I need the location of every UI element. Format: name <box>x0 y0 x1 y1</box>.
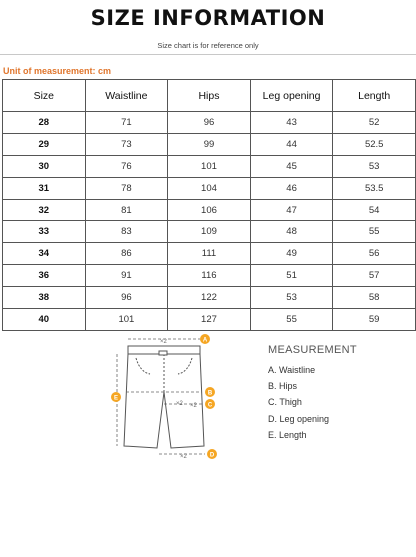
header-length: Length <box>333 80 416 112</box>
measurement-legend <box>268 364 329 445</box>
cell-size: 31 <box>3 177 86 199</box>
unit-label: Unit of measurement: cm <box>3 66 112 76</box>
shorts-diagram <box>104 330 234 465</box>
cell-waistline: 71 <box>85 112 168 134</box>
cell-length: 57 <box>333 265 416 287</box>
cell-leg-opening: 46 <box>250 177 333 199</box>
legend-item-leg-opening: D. Leg opening <box>268 413 330 424</box>
table-header-row <box>3 80 416 112</box>
cell-waistline: 86 <box>85 243 168 265</box>
cell-length: 59 <box>333 309 416 331</box>
leg-opening-multiplier: ×2 <box>180 454 187 460</box>
cell-waistline: 96 <box>85 287 168 309</box>
cell-size: 40 <box>3 309 86 331</box>
cell-waistline: 81 <box>85 199 168 221</box>
legend-item-waistline: A. Waistline <box>268 365 316 375</box>
cell-length: 53 <box>333 155 416 177</box>
marker-a-label: A <box>202 337 208 344</box>
hip-multiplier: ×2 <box>176 401 183 407</box>
table-row <box>3 287 416 309</box>
measure-lines <box>117 339 205 454</box>
table-row <box>3 221 416 243</box>
cell-leg-opening: 49 <box>250 243 333 265</box>
cell-leg-opening: 43 <box>250 112 333 134</box>
cell-waistline: 101 <box>85 309 168 331</box>
table-row <box>3 243 416 265</box>
cell-hips: 122 <box>168 287 251 309</box>
cell-hips: 109 <box>168 221 251 243</box>
cell-size: 30 <box>3 155 86 177</box>
cell-waistline: 83 <box>85 221 168 243</box>
marker-e-label: E <box>113 395 119 402</box>
shorts-body <box>124 354 204 448</box>
cell-hips: 104 <box>168 177 251 199</box>
cell-hips: 99 <box>168 133 251 155</box>
cell-size: 34 <box>3 243 86 265</box>
table-row <box>3 133 416 155</box>
legend-item-length: E. Length <box>268 429 307 440</box>
header-divider <box>0 54 416 55</box>
shorts-outline <box>124 346 204 448</box>
cell-leg-opening: 47 <box>250 199 333 221</box>
cell-length: 58 <box>333 287 416 309</box>
waist-multiplier: ×2 <box>160 339 167 345</box>
cell-length: 53.5 <box>333 177 416 199</box>
cell-size: 33 <box>3 221 86 243</box>
cell-leg-opening: 53 <box>250 287 333 309</box>
size-table <box>2 79 416 331</box>
page-subtitle: Size chart is for reference only <box>157 41 259 50</box>
cell-length: 52.5 <box>333 133 416 155</box>
table-row <box>3 112 416 134</box>
cell-hips: 127 <box>168 309 251 331</box>
cell-hips: 101 <box>168 155 251 177</box>
cell-length: 54 <box>333 199 416 221</box>
cell-length: 55 <box>333 221 416 243</box>
cell-size: 36 <box>3 265 86 287</box>
multiplier-labels <box>160 339 198 460</box>
cell-waistline: 76 <box>85 155 168 177</box>
cell-leg-opening: 44 <box>250 133 333 155</box>
cell-leg-opening: 55 <box>250 309 333 331</box>
thigh-multiplier: ×2 <box>190 403 197 409</box>
header-leg-opening: Leg opening <box>250 80 333 112</box>
cell-hips: 106 <box>168 199 251 221</box>
legend-item-thigh: C. Thigh <box>268 397 302 408</box>
table-row <box>3 155 416 177</box>
table-row <box>3 265 416 287</box>
cell-waistline: 73 <box>85 133 168 155</box>
cell-size: 32 <box>3 199 86 221</box>
table-row <box>3 199 416 221</box>
cell-length: 52 <box>333 112 416 134</box>
header-waistline: Waistline <box>85 80 168 112</box>
cell-size: 28 <box>3 112 86 134</box>
measurement-title: MEASUREMENT <box>268 344 357 356</box>
cell-leg-opening: 45 <box>250 155 333 177</box>
table-row <box>3 177 416 199</box>
cell-leg-opening: 48 <box>250 221 333 243</box>
cell-hips: 116 <box>168 265 251 287</box>
marker-c-label: C <box>207 402 213 409</box>
legend-item-hips: B. Hips <box>268 381 298 392</box>
page-title: SIZE INFORMATION <box>90 6 326 30</box>
cell-size: 38 <box>3 287 86 309</box>
cell-waistline: 91 <box>85 265 168 287</box>
cell-length: 56 <box>333 243 416 265</box>
header-hips: Hips <box>168 80 251 112</box>
table-row <box>3 309 416 331</box>
header-size: Size <box>3 80 86 112</box>
cell-hips: 111 <box>168 243 251 265</box>
cell-hips: 96 <box>168 112 251 134</box>
cell-size: 29 <box>3 133 86 155</box>
marker-d-label: D <box>209 452 215 459</box>
cell-leg-opening: 51 <box>250 265 333 287</box>
marker-b-label: B <box>207 390 213 397</box>
cell-waistline: 78 <box>85 177 168 199</box>
